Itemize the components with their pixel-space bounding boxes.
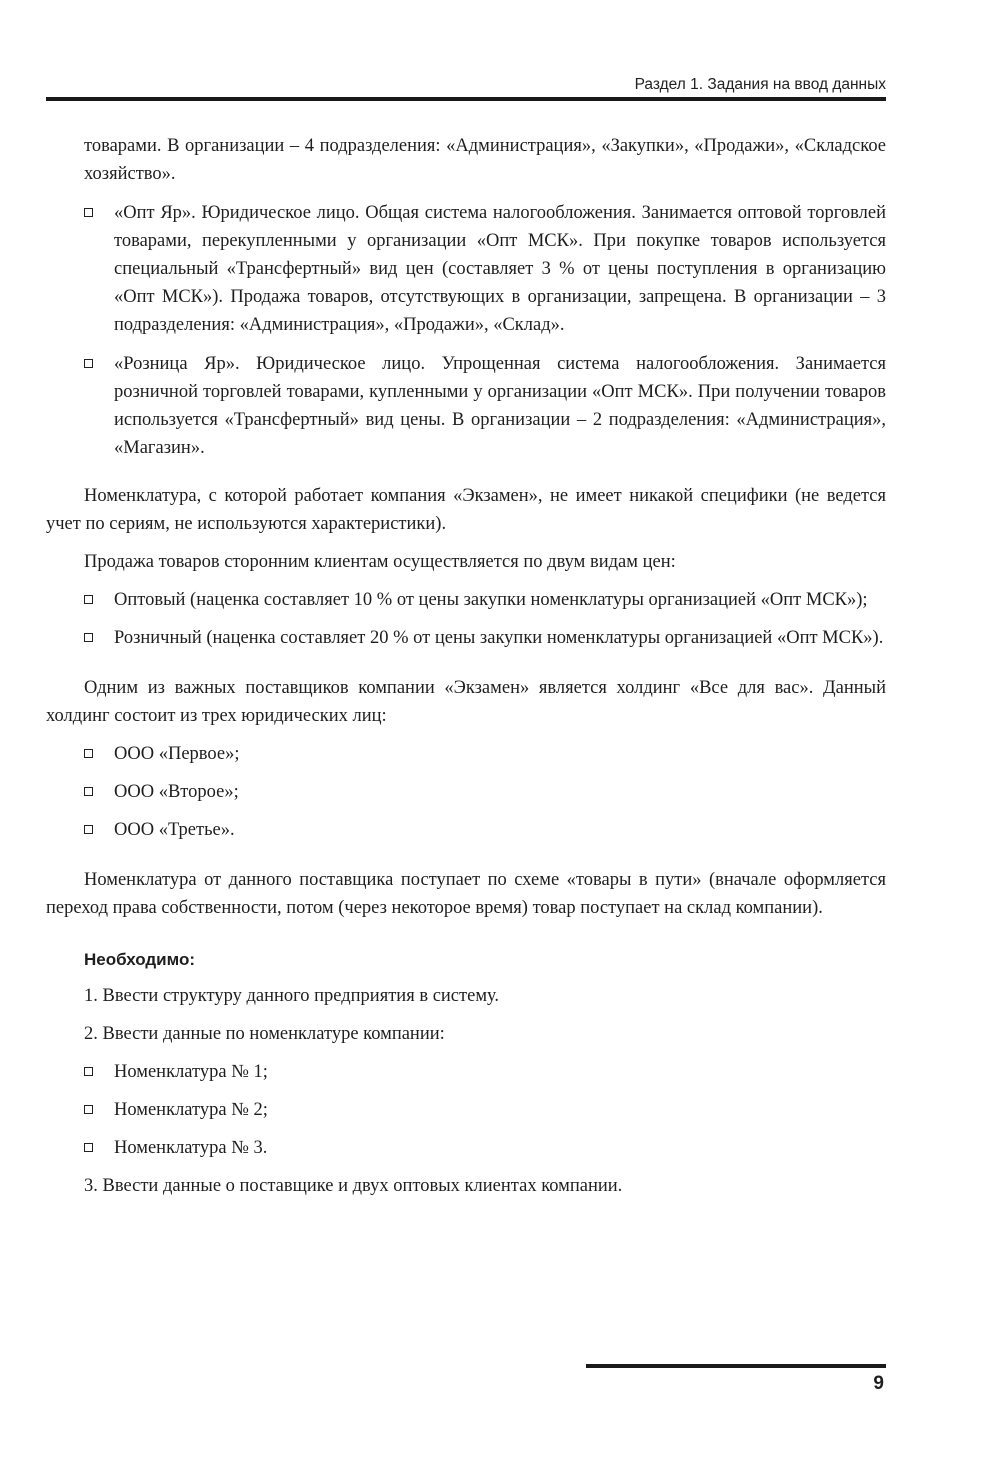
page-number: 9 bbox=[873, 1373, 884, 1394]
list-item-nomenclature-3 bbox=[46, 1134, 886, 1162]
page-body bbox=[46, 132, 886, 1200]
checkbox-bullet-icon bbox=[84, 787, 93, 796]
goods-in-transit-paragraph: Номенклатура от данного поставщика поступает по схеме «товары в пути» (вначале оформляется переход права собственности, потом (через некоторое время) товар поступает на склад компании). bbox=[46, 870, 886, 918]
header-rule bbox=[46, 97, 886, 101]
task-heading: Необходимо: bbox=[84, 950, 196, 969]
list-item-holding-second bbox=[46, 778, 886, 806]
task-step-3: 3. Ввести данные о поставщике и двух оптовых клиентах компании. bbox=[84, 1176, 623, 1196]
list-item-text: ООО «Третье». bbox=[114, 820, 235, 840]
list-item-holding-third bbox=[46, 816, 886, 844]
checkbox-bullet-icon bbox=[84, 1105, 93, 1114]
list-item-price-retail bbox=[46, 624, 886, 652]
list-item-holding-first bbox=[46, 740, 886, 768]
list-item-price-wholesale bbox=[46, 586, 886, 614]
list-item-text: Розничный (наценка составляет 20 % от цены закупки номенклатуры организацией «Опт МСК»). bbox=[114, 628, 884, 648]
header-title: Раздел 1. Задания на ввод данных bbox=[634, 76, 886, 93]
list-item-text: Номенклатура № 3. bbox=[114, 1138, 268, 1158]
nomenclature-paragraph: Номенклатура, с которой работает компания «Экзамен», не имеет никакой специфики (не ведется учет по сериям, не используются характеристики). bbox=[46, 486, 886, 534]
task-step-1: 1. Ввести структуру данного предприятия в систему. bbox=[84, 986, 500, 1006]
list-item-text: «Розница Яр». Юридическое лицо. Упрощенная система налогообложения. Занимается розничной торговлей товарами, купленными у организации «Опт МСК». При получении товаров используется «Трансфертный» вид цены. В организации – 2 подразделения: «Администрация», «Магазин». bbox=[114, 354, 886, 458]
checkbox-bullet-icon bbox=[84, 359, 93, 368]
list-item-text: ООО «Второе»; bbox=[114, 782, 239, 802]
checkbox-bullet-icon bbox=[84, 825, 93, 834]
list-item-org-opt-yar bbox=[46, 199, 886, 339]
checkbox-bullet-icon bbox=[84, 633, 93, 642]
task-step-2: 2. Ввести данные по номенклатуре компании: bbox=[84, 1024, 445, 1044]
checkbox-bullet-icon bbox=[84, 595, 93, 604]
checkbox-bullet-icon bbox=[84, 749, 93, 758]
prices-intro: Продажа товаров сторонним клиентам осуществляется по двум видам цен: bbox=[84, 552, 676, 572]
list-item-org-roznitsa-yar bbox=[46, 350, 886, 462]
list-item-nomenclature-2 bbox=[46, 1096, 886, 1124]
list-item-text: Номенклатура № 1; bbox=[114, 1062, 268, 1082]
list-item-nomenclature-1 bbox=[46, 1058, 886, 1086]
list-item-text: Номенклатура № 2; bbox=[114, 1100, 268, 1120]
intro-continuation: товарами. В организации – 4 подразделения: «Администрация», «Закупки», «Продажи», «Складское хозяйство». bbox=[84, 136, 886, 184]
list-item-text: Оптовый (наценка составляет 10 % от цены закупки номенклатуры организацией «Опт МСК»); bbox=[114, 590, 868, 610]
footer-rule bbox=[586, 1364, 886, 1368]
list-item-text: «Опт Яр». Юридическое лицо. Общая система налогообложения. Занимается оптовой торговлей товарами, перекупленными у организации «Опт МСК». При покупке товаров используется специальный «Трансфертный» вид цен (составляет 3 % от цены поступления в организацию «Опт МСК»). Продажа товаров, отсутствующих в организации, запрещена. В организации – 3 подразделения: «Администрация», «Продажи», «Склад». bbox=[114, 203, 886, 335]
checkbox-bullet-icon bbox=[84, 1067, 93, 1076]
checkbox-bullet-icon bbox=[84, 208, 93, 217]
checkbox-bullet-icon bbox=[84, 1143, 93, 1152]
supplier-paragraph: Одним из важных поставщиков компании «Экзамен» является холдинг «Все для вас». Данный холдинг состоит из трех юридических лиц: bbox=[46, 678, 886, 726]
list-item-text: ООО «Первое»; bbox=[114, 744, 240, 764]
